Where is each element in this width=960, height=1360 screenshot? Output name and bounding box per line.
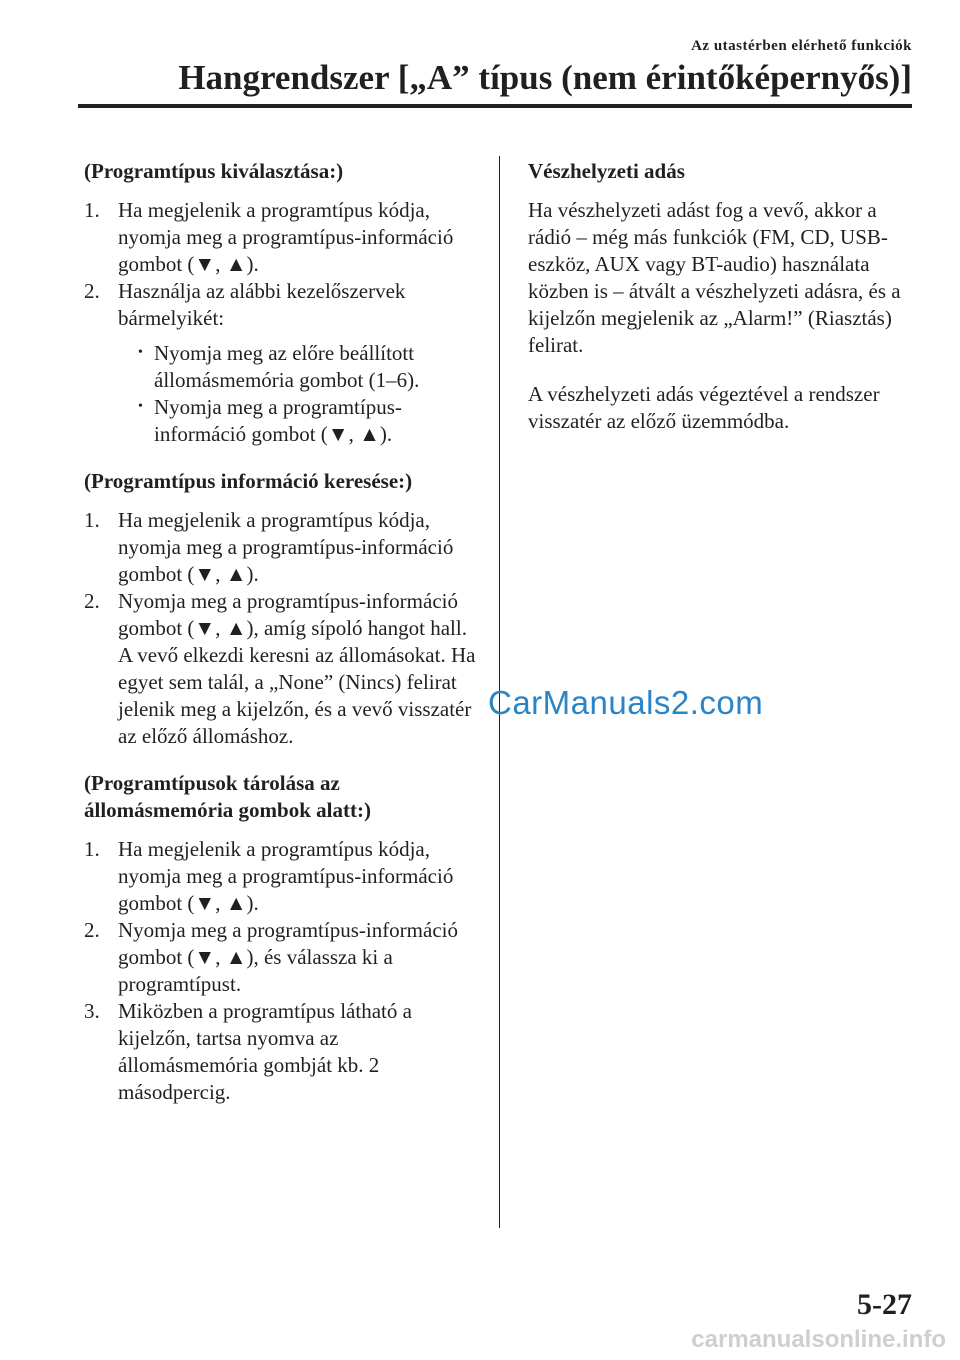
list-item — [84, 278, 480, 448]
paragraph: Ha vészhelyzeti adást fog a vevő, akkor a rádió – még más funkciók (FM, CD, USB-eszköz, AUX vagy BT-audio) használata közben is – átvált a vészhelyzeti adásra, és a kijelzőn megjelenik az „Alarm!” (Riasztás) felirat. — [528, 198, 901, 357]
list-item — [84, 197, 480, 278]
numbered-list — [84, 507, 480, 750]
numbered-list — [84, 197, 480, 448]
paragraph: A vészhelyzeti adás végeztével a rendszer visszatér az előző üzemmódba. — [528, 382, 880, 433]
header-rule — [78, 104, 912, 108]
bullet-item — [134, 394, 480, 448]
section-heading: (Programtípus kiválasztása:) — [84, 159, 344, 183]
list-item — [84, 588, 480, 750]
numbered-list — [84, 836, 480, 1106]
item-text: Ha megjelenik a programtípus kódja, nyomja meg a programtípus-információ gombot (▼, ▲). — [118, 198, 454, 276]
item-number: 2. — [84, 589, 100, 613]
bullet-text: Nyomja meg a programtípus-információ gombot (▼, ▲). — [154, 395, 402, 446]
item-text: Használja az alábbi kezelőszervek bármelyikét: — [118, 279, 406, 330]
list-item — [84, 507, 480, 588]
list-item — [84, 836, 480, 917]
section-heading: (Programtípusok tárolása az állomásmemória gombok alatt:) — [84, 771, 371, 822]
item-number: 1. — [84, 837, 100, 861]
bullet-dot: • — [138, 399, 143, 414]
section-label: Az utastérben elérhető funkciók — [691, 38, 912, 54]
bullet-item — [134, 340, 480, 394]
list-item — [84, 998, 480, 1106]
item-number: 2. — [84, 918, 100, 942]
bullet-text: Nyomja meg az előre beállított állomásmemória gombot (1–6). — [154, 341, 420, 392]
item-number: 2. — [84, 279, 100, 303]
footer-watermark: carmanualsonline.info — [691, 1326, 946, 1353]
page-title: Hangrendszer [„A” típus (nem érintőképernyős)] — [178, 58, 912, 97]
section-heading: Vészhelyzeti adás — [528, 159, 685, 183]
item-text: Miközben a programtípus látható a kijelzőn, tartsa nyomva az állomásmemória gombját kb. 2 másodpercig. — [118, 999, 412, 1104]
item-text: Ha megjelenik a programtípus kódja, nyomja meg a programtípus-információ gombot (▼, ▲). — [118, 508, 454, 586]
list-item — [84, 917, 480, 998]
item-number: 1. — [84, 508, 100, 532]
section-heading: (Programtípus információ keresése:) — [84, 469, 413, 493]
left-column — [84, 158, 480, 1120]
item-text: Ha megjelenik a programtípus kódja, nyomja meg a programtípus-információ gombot (▼, ▲). — [118, 837, 454, 915]
item-number: 1. — [84, 198, 100, 222]
item-number: 3. — [84, 999, 100, 1023]
bullet-list — [134, 340, 480, 448]
watermark: CarManuals2.com — [488, 684, 764, 721]
right-column — [528, 158, 918, 457]
item-text: Nyomja meg a programtípus-információ gombot (▼, ▲), amíg sípoló hangot hall. A vevő elkezdi keresni az állomásokat. Ha egyet sem talál, a „None” (Nincs) felirat jelenik meg a kijelzőn, és a vevő visszatér az előző állomáshoz. — [118, 589, 476, 748]
page-number: 5-27 — [857, 1288, 912, 1321]
item-text: Nyomja meg a programtípus-információ gombot (▼, ▲), és válassza ki a programtípust. — [118, 918, 458, 996]
bullet-dot: • — [138, 345, 143, 360]
